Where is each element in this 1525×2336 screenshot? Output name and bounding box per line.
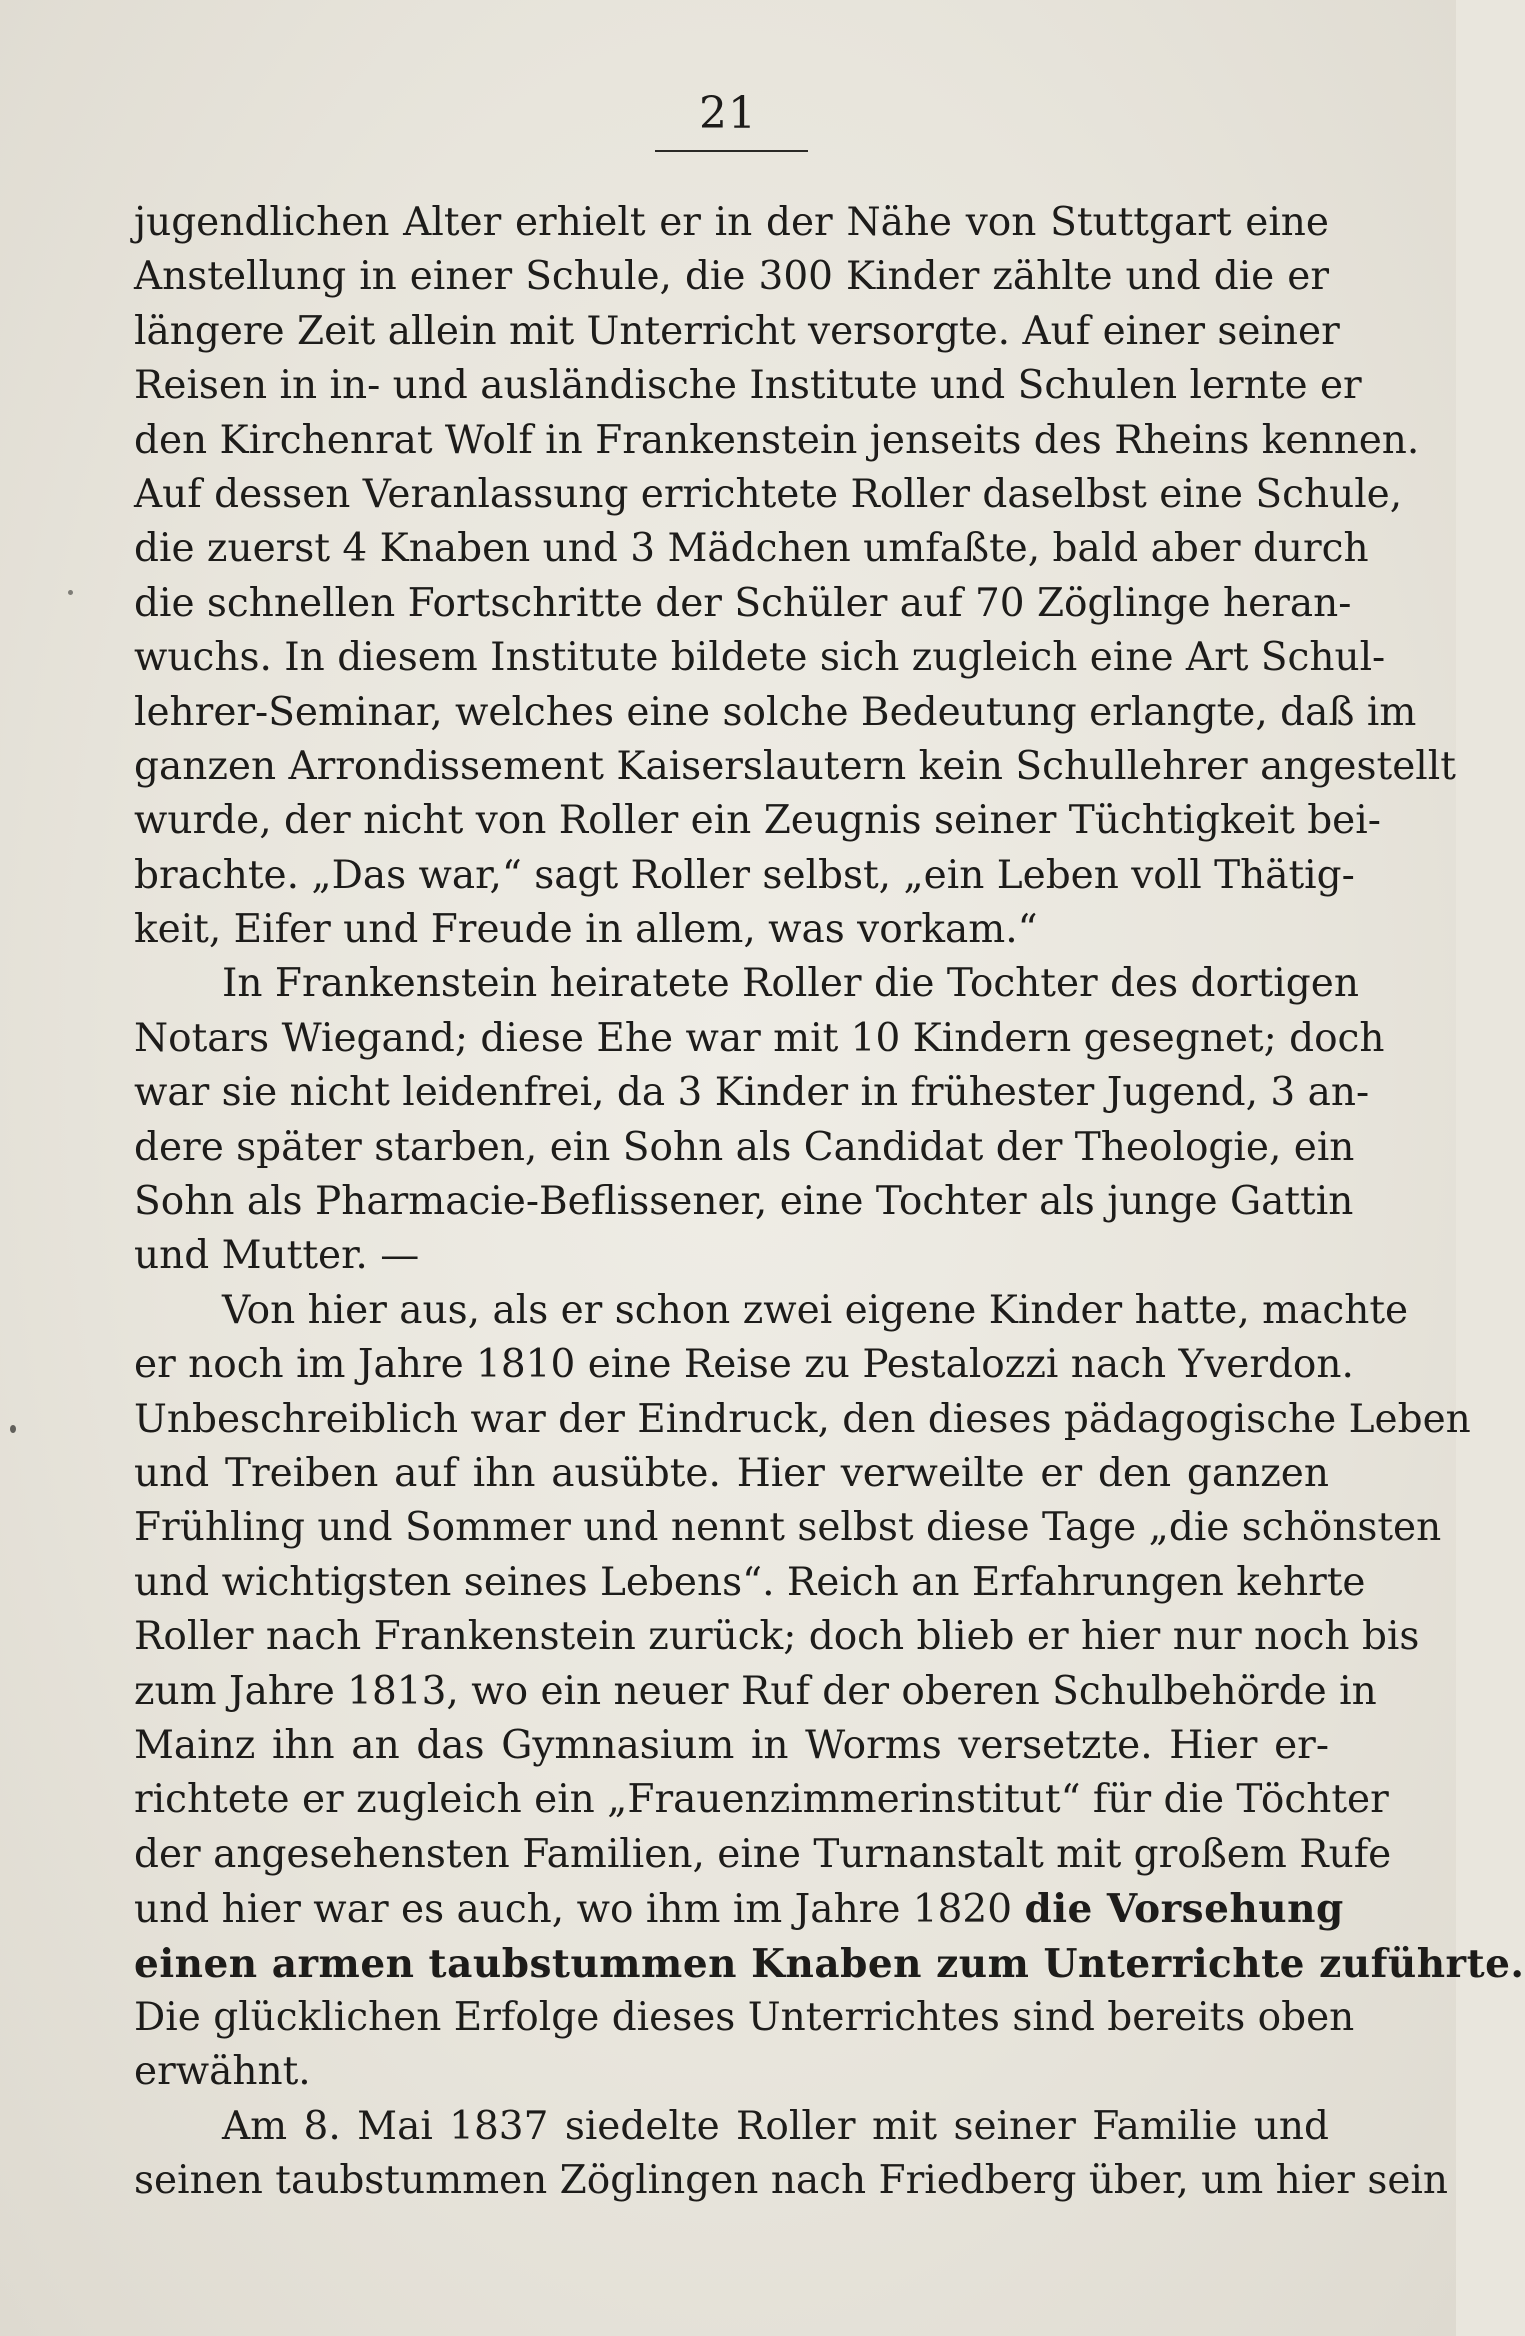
text-line — [134, 1665, 1377, 1719]
text-line — [134, 1773, 1389, 1827]
paper-speck — [68, 590, 73, 595]
text-line — [134, 1447, 1329, 1501]
text-line-content: Unbeschreiblich war der Eindruck, den dieses pädagogische Leben — [134, 1396, 1471, 1442]
text-line — [134, 957, 1359, 1011]
text-line-content: wuchs. In diesem Institute bildete sich zugleich eine Art Schul- — [134, 635, 1386, 681]
text-line-content: jugendlichen Alter erhielt er in der Nähe von Stuttgart eine — [134, 200, 1329, 245]
text-line — [134, 631, 1386, 685]
text-line-content: Frühling und Sommer und nennt selbst diese Tage „die schönsten — [134, 1505, 1442, 1551]
text-line — [134, 196, 1329, 250]
text-line-content: dere später starben, ein Sohn als Candidat der Theologie, ein — [134, 1124, 1355, 1170]
text-line-content: Von hier aus, als er schon zwei eigene Kinder hatte, machte — [222, 1287, 1409, 1333]
text-line-content: die schnellen Fortschritte der Schüler auf 70 Zöglinge heran- — [134, 580, 1352, 626]
paper-speck — [10, 1425, 16, 1433]
text-line-content: Auf dessen Veranlassung errichtete Roller daselbst eine Schule, — [134, 471, 1403, 517]
text-line — [134, 359, 1362, 413]
text-line-content: die zuerst 4 Knaben und 3 Mädchen umfaßte, bald aber durch — [134, 526, 1369, 572]
text-line — [134, 2154, 1449, 2208]
text-line — [134, 903, 1329, 957]
text-line-content: lehrer-Seminar, welches eine solche Bedeutung erlangte, daß im — [134, 689, 1417, 735]
text-line — [134, 1991, 1355, 2045]
text-line-content: den Kirchenrat Wolf in Frankenstein jenseits des Rheins kennen. — [134, 417, 1420, 463]
text-line — [134, 1338, 1354, 1392]
text-line — [134, 2100, 1329, 2154]
text-line — [134, 1828, 1392, 1882]
text-line-content: zum Jahre 1813, wo ein neuer Ruf der oberen Schulbehörde in — [134, 1668, 1377, 1714]
text-line-content: Notars Wiegand; diese Ehe war mit 10 Kindern gesegnet; doch — [134, 1015, 1385, 1061]
text-line-content: brachte. „Das war,“ sagt Roller selbst, „ein Leben voll Thätig- — [134, 852, 1355, 898]
text-line — [134, 740, 1456, 794]
text-line — [134, 522, 1369, 576]
text-line-content: der angesehensten Familien, eine Turnanstalt mit großem Rufe — [134, 1831, 1392, 1877]
text-line — [134, 1393, 1471, 1447]
text-line — [134, 414, 1420, 468]
text-line — [134, 1610, 1420, 1664]
text-line — [134, 1284, 1409, 1338]
text-line — [134, 468, 1403, 522]
emphasized-text: die Vorsehung — [1024, 1886, 1344, 1933]
text-line-content: erwähnt. — [134, 2049, 311, 2095]
text-line-content: keit, Eifer und Freude in allem, was vorkam.“ — [134, 907, 1038, 953]
text-line-content: und wichtigsten seines Lebens“. Reich an Erfahrungen kehrte — [134, 1559, 1366, 1605]
text-line — [134, 1012, 1385, 1066]
text-line-content: seinen taubstummen Zöglingen nach Friedberg über, um hier sein — [134, 2158, 1449, 2204]
text-line — [134, 1501, 1442, 1555]
text-line-content: und hier war es auch, wo ihm im Jahre 1820 — [134, 1887, 1025, 1933]
header-rule — [655, 150, 808, 152]
text-line — [134, 1556, 1366, 1610]
text-line — [134, 794, 1381, 848]
text-line-content: Mainz ihn an das Gymnasium in Worms versetzte. Hier er- — [134, 1722, 1329, 1768]
text-line — [134, 849, 1355, 903]
text-line — [134, 1121, 1355, 1175]
text-line — [134, 577, 1352, 631]
text-line-content: war sie nicht leidenfrei, da 3 Kinder in frühester Jugend, 3 an- — [134, 1070, 1370, 1116]
text-line-content: längere Zeit allein mit Unterricht versorgte. Auf einer seiner — [134, 308, 1340, 354]
text-line-content: und Treiben auf ihn ausübte. Hier verweilte er den ganzen — [134, 1450, 1329, 1496]
text-line-content: Sohn als Pharmacie-Beflissener, eine Tochter als junge Gattin — [134, 1179, 1354, 1225]
text-line-content: und Mutter. — — [134, 1233, 420, 1279]
text-line-content: Anstellung in einer Schule, die 300 Kinder zählte und die er — [134, 254, 1329, 300]
text-line-content: wurde, der nicht von Roller ein Zeugnis seiner Tüchtigkeit bei- — [134, 798, 1381, 844]
text-line-content: ganzen Arrondissement Kaiserslautern kein Schullehrer angestellt — [134, 743, 1456, 789]
text-line — [134, 1175, 1354, 1229]
emphasized-text: einen armen taubstummen Knaben zum Unterrichte zuführte. — [134, 1940, 1525, 1987]
page-number: 21 — [699, 88, 757, 139]
text-line-content: richtete er zugleich ein „Frauenzimmerinstitut“ für die Töchter — [134, 1777, 1389, 1823]
text-line — [134, 686, 1417, 740]
text-line-content: Am 8. Mai 1837 siedelte Roller mit seiner Familie und — [222, 2103, 1329, 2149]
text-line — [134, 305, 1340, 359]
text-line-content: er noch im Jahre 1810 eine Reise zu Pestalozzi nach Yverdon. — [134, 1342, 1354, 1388]
text-line — [134, 1937, 1525, 1991]
text-line — [134, 1719, 1329, 1773]
text-line — [134, 1229, 1329, 1283]
text-line-content: Reisen in in- und ausländische Institute und Schulen lernte er — [134, 363, 1362, 409]
body-text — [134, 196, 1525, 2208]
text-line — [134, 1066, 1370, 1120]
text-line-content: In Frankenstein heiratete Roller die Tochter des dortigen — [222, 961, 1359, 1007]
text-line-content: Die glücklichen Erfolge dieses Unterrichtes sind bereits oben — [134, 1994, 1355, 2040]
text-line — [134, 250, 1329, 304]
text-line — [134, 2045, 1329, 2099]
text-line-content: Roller nach Frankenstein zurück; doch blieb er hier nur noch bis — [134, 1614, 1420, 1660]
text-line — [134, 1882, 1344, 1936]
